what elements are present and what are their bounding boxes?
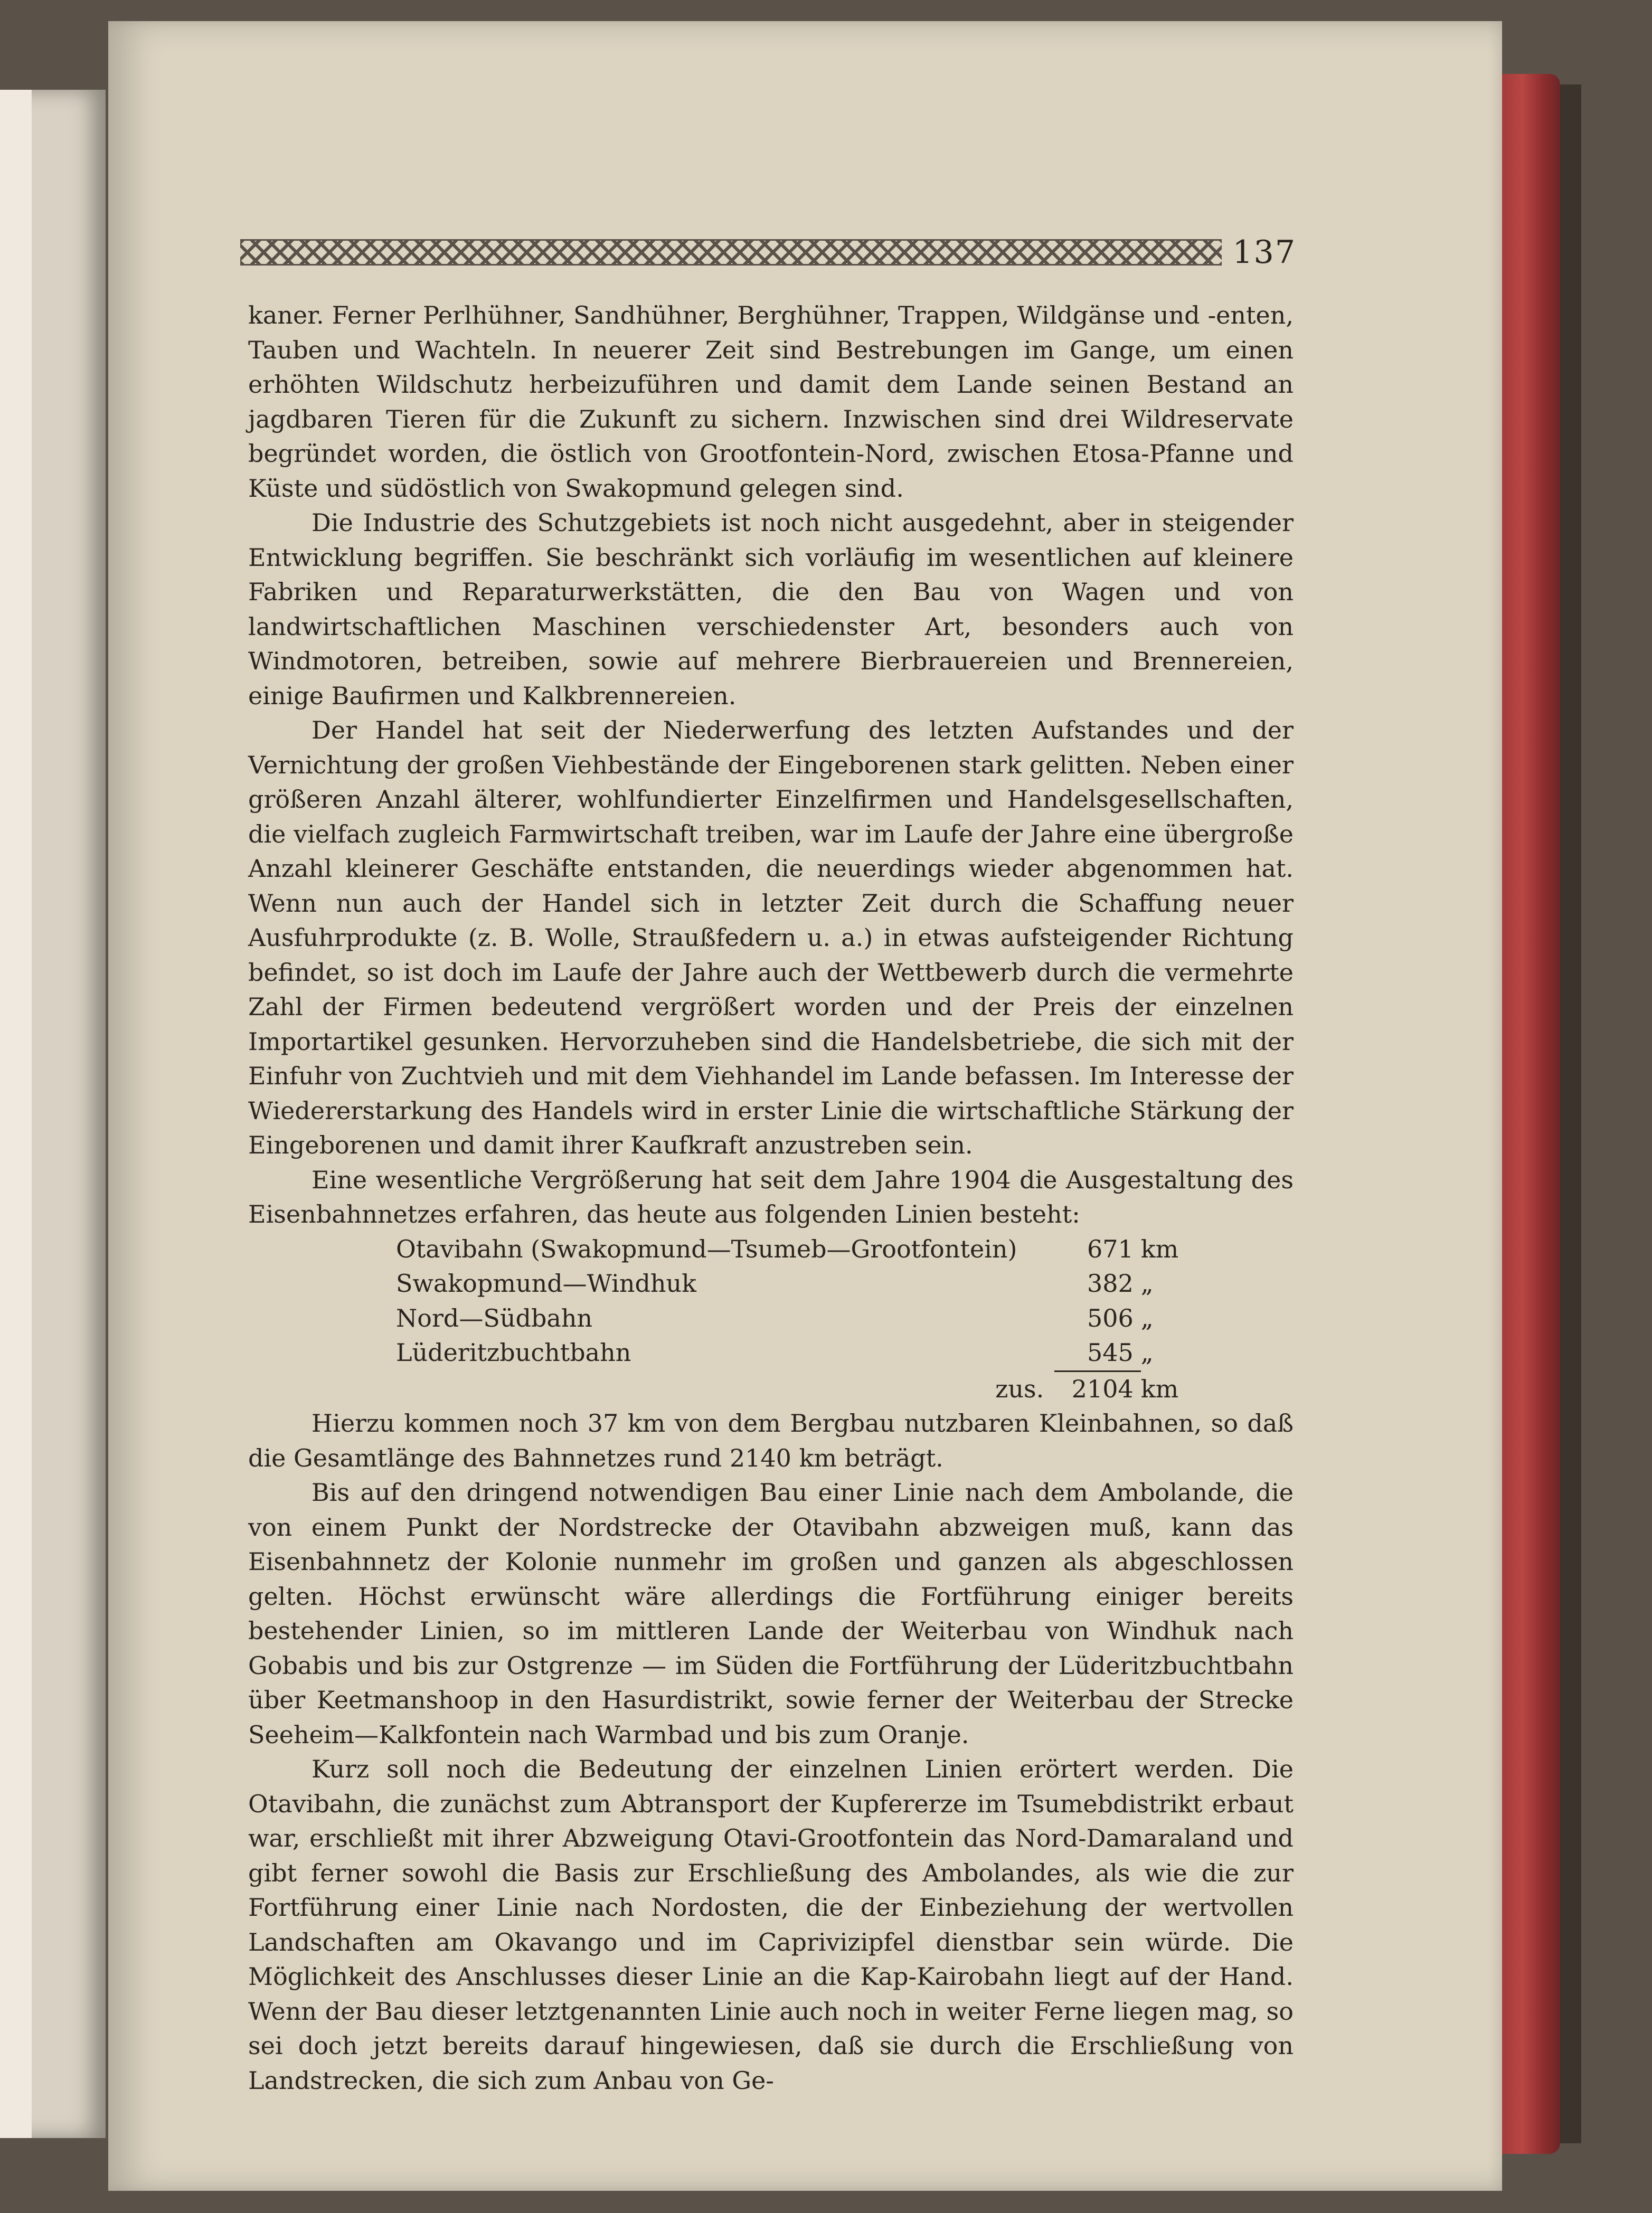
railway-unit: „ xyxy=(1140,1303,1154,1332)
paragraph: Der Handel hat seit der Niederwerfung des letzten Aufstandes und der Vernichtung der großen Viehbestände der Eingeborenen stark gelitten. Neben einer größeren Anzahl älterer, wohlfundierter Einzelfirmen und Handelsgesellschaften, die vielfach zugleich Farmwirtschaft treiben, war im Laufe der Jahre eine übergroße Anzahl kleinerer Geschäfte entstanden, die neuerdings wieder abgenommen hat. Wenn nun auch der Handel sich in letzter Zeit durch die Schaffung neuer Ausfuhrprodukte (z. B. Wolle, Straußfedern u. a.) in etwas aufsteigender Richtung befindet, so ist doch im Laufe der Jahre auch der Wettbewerb durch die vermehrte Zahl der Firmen bedeutend vergrößert worden und der Preis der einzelnen Importartikel gesunken. Hervorzuheben sind die Handelsbetriebe, die sich mit der Einfuhr von Zuchtvieh und mit dem Viehhandel im Lande befassen. Im Interesse der Wiedererstarkung des Handels wird in erster Linie die wirtschaftliche Stärkung der Eingeborenen und damit ihrer Kaufkraft anzustreben sein. xyxy=(248,716,1294,1159)
table-row xyxy=(396,1232,1204,1267)
page-number: 137 xyxy=(1232,234,1296,271)
paragraph: Kurz soll noch die Bedeutung der einzelnen Linien erörtert werden. Die Otavibahn, die zunächst zum Abtransport der Kupfererze im Tsumebdistrikt erbaut war, erschließt mit ihrer Abzweigung Otavi-Grootfontein das Nord-Damaraland und gibt ferner sowohl die Basis zur Erschließung des Ambolandes, als wie die zur Fortführung einer Linie nach Nordosten, die der Einbeziehung der wertvollen Landschaften am Okavango und im Caprivizipfel dienstbar sein würde. Die Möglichkeit des Anschlusses dieser Linie an die Kap-Kairobahn liegt auf der Hand. Wenn der Bau dieser letztgenannten Linie auch noch in weiter Ferne liegen mag, so sei doch jetzt bereits darauf hingewiesen, daß sie durch die Erschließung von Landstrecken, die sich zum Anbau von Ge- xyxy=(248,1755,1294,2095)
paragraph: Eine wesentliche Vergrößerung hat seit dem Jahre 1904 die Ausgestaltung des Eisenbahnnetzes erfahren, das heute aus folgenden Linien besteht: xyxy=(248,1165,1294,1228)
paragraph: Die Industrie des Schutzgebiets ist noch nicht ausgedehnt, aber in steigender Entwicklung begriffen. Sie beschränkt sich vorläufig im wesentlichen auf kleinere Fabriken und Reparaturwerkstätten, die den Bau von Wagen und von landwirtschaftlichen Maschinen verschiedenster Art, besonders auch von Windmotoren, betreiben, sowie auf mehrere Bierbrauereien und Brennereien, einige Baufirmen und Kalkbrennereien. xyxy=(248,508,1294,710)
railway-length: 382 xyxy=(1087,1269,1134,1298)
table-row xyxy=(396,1266,1204,1301)
left-page-margin xyxy=(0,90,32,2138)
ornamental-border xyxy=(240,239,1222,266)
sum-unit: km xyxy=(1140,1374,1179,1403)
binding-shadow xyxy=(1560,84,1581,2143)
railway-name: Swakopmund—Windhuk xyxy=(396,1269,697,1298)
railway-name: Nord—Südbahn xyxy=(396,1303,593,1332)
body-text xyxy=(248,298,1294,2098)
railway-name: Lüderitzbuchtbahn xyxy=(396,1338,631,1367)
paragraph: Hierzu kommen noch 37 km von dem Bergbau nutzbaren Kleinbahnen, so daß die Gesamtlänge des Bahnnetzes rund 2140 km beträgt. xyxy=(248,1409,1294,1472)
paragraph: Bis auf den dringend notwendigen Bau einer Linie nach dem Ambolande, die von einem Punkt der Nordstrecke der Otavibahn abzweigen muß, kann das Eisenbahnnetz der Kolonie nunmehr im großen und ganzen als abgeschlossen gelten. Höchst erwünscht wäre allerdings die Fortführung einiger bereits bestehender Linien, so im mittleren Lande der Weiterbau von Windhuk nach Gobabis und bis zur Ostgrenze — im Süden die Fortführung der Lüderitzbuchtbahn über Keetmanshoop in den Hasurdistrikt, sowie ferner der Weiterbau der Strecke Seeheim—Kalkfontein nach Warmbad und bis zum Oranje. xyxy=(248,1478,1294,1749)
page-header xyxy=(240,231,1296,273)
railway-unit: „ xyxy=(1140,1269,1154,1298)
railway-length: 545 xyxy=(1087,1338,1134,1367)
sum-label: zus. xyxy=(995,1374,1044,1403)
table-row xyxy=(396,1336,1204,1371)
table-row xyxy=(396,1301,1204,1336)
railway-table xyxy=(396,1232,1204,1407)
railway-length: 506 xyxy=(1087,1303,1134,1332)
sum-length: 2104 xyxy=(1054,1371,1140,1406)
paragraph: kaner. Ferner Perlhühner, Sandhühner, Berghühner, Trappen, Wildgänse und -enten, Tauben und Wachteln. In neuerer Zeit sind Bestrebungen im Gange, um einen erhöhten Wildschutz herbeizuführen und damit dem Lande seinen Bestand an jagdbaren Tieren für die Zukunft zu sichern. Inzwischen sind drei Wildreservate begründet worden, die östlich von Grootfontein-Nord, zwischen Etosa-Pfanne und Küste und südöstlich von Swakopmund gelegen sind. xyxy=(248,301,1294,503)
railway-length: 671 xyxy=(1087,1234,1134,1263)
railway-name: Otavibahn (Swakopmund—Tsumeb—Grootfontein) xyxy=(396,1234,1017,1263)
railway-unit: km xyxy=(1140,1234,1179,1263)
book-binding xyxy=(1502,74,1560,2154)
table-sum-row xyxy=(396,1371,1204,1406)
railway-unit: „ xyxy=(1140,1338,1154,1367)
